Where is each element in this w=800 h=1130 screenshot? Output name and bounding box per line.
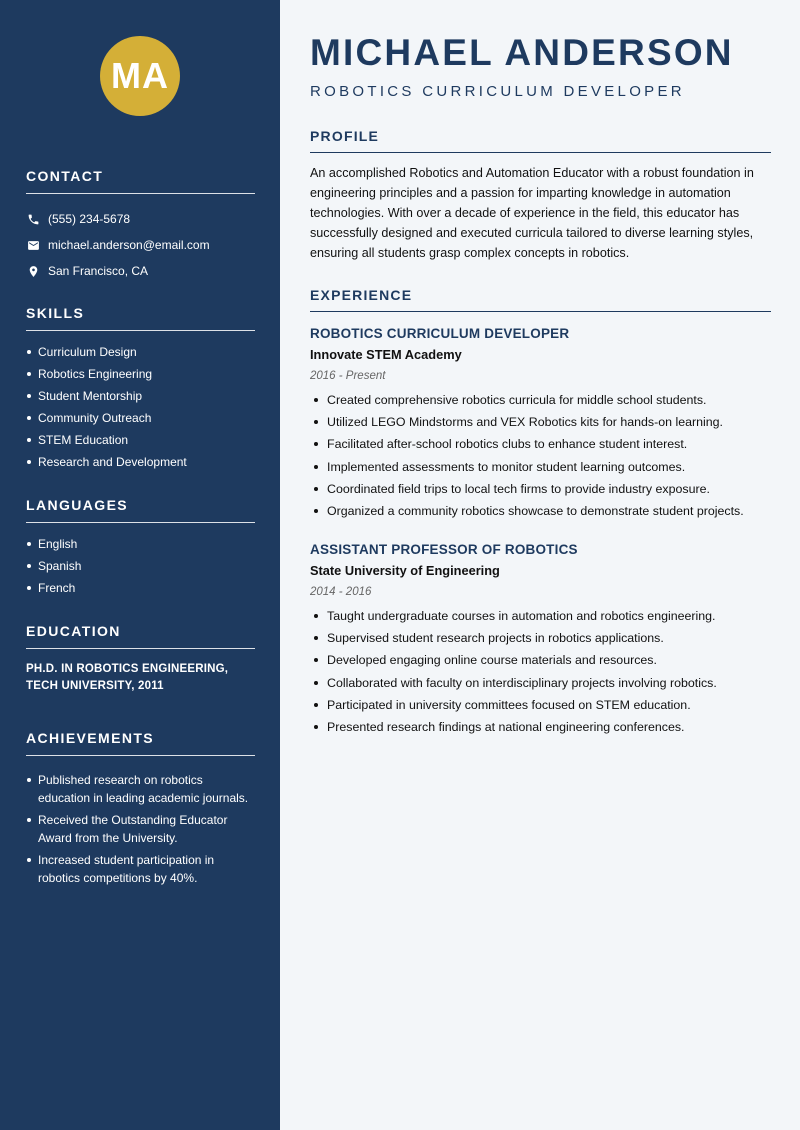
contact-heading: CONTACT bbox=[26, 168, 255, 194]
envelope-icon bbox=[26, 238, 40, 252]
job-bullet: Participated in university committees focused on STEM education. bbox=[310, 696, 771, 714]
job-dates: 2016 - Present bbox=[310, 370, 386, 382]
experience-section bbox=[310, 287, 771, 312]
contact-email-row bbox=[26, 232, 255, 258]
achievement-item: Received the Outstanding Educator Award from the University. bbox=[26, 811, 255, 847]
job-bullet: Coordinated field trips to local tech firms to provide industry exposure. bbox=[310, 480, 771, 498]
avatar-initials: MA bbox=[111, 55, 169, 96]
job-entry bbox=[310, 542, 771, 740]
job-title: ROBOTICS CURRICULUM DEVELOPER bbox=[310, 326, 570, 341]
achievements-heading: ACHIEVEMENTS bbox=[26, 730, 255, 756]
skill-item: Research and Development bbox=[26, 453, 255, 471]
job-bullet: Taught undergraduate courses in automation and robotics engineering. bbox=[310, 607, 771, 625]
education-section bbox=[26, 623, 255, 695]
languages-heading: LANGUAGES bbox=[26, 497, 255, 523]
achievement-item: Published research on robotics education in leading academic journals. bbox=[26, 771, 255, 807]
skill-item: Student Mentorship bbox=[26, 387, 255, 405]
languages-list bbox=[26, 535, 255, 597]
education-heading: EDUCATION bbox=[26, 623, 255, 649]
avatar bbox=[100, 36, 180, 116]
language-item: Spanish bbox=[26, 557, 255, 575]
job-bullet: Created comprehensive robotics curricula for middle school students. bbox=[310, 391, 771, 409]
profile-text: An accomplished Robotics and Automation Educator with a robust foundation in engineering principles and a passion for imparting knowledge in automation technologies. With over a decade of experience in the field, this educator has successfully designed and executed curricula tailored to diverse learning styles, ensuring all students grasp complex concepts in robotics. bbox=[310, 166, 754, 260]
job-bullet: Implemented assessments to monitor student learning outcomes. bbox=[310, 458, 771, 476]
contact-phone[interactable]: (555) 234-5678 bbox=[48, 212, 131, 226]
job-title: ASSISTANT PROFESSOR OF ROBOTICS bbox=[310, 542, 578, 557]
contact-section bbox=[26, 168, 255, 284]
job-bullets bbox=[310, 391, 771, 520]
profile-heading: PROFILE bbox=[310, 128, 771, 153]
achievement-item: Increased student participation in robotics competitions by 40%. bbox=[26, 851, 255, 887]
map-pin-icon bbox=[26, 264, 40, 278]
skill-item: Curriculum Design bbox=[26, 343, 255, 361]
skills-heading: SKILLS bbox=[26, 305, 255, 331]
job-entry bbox=[310, 326, 771, 524]
job-bullet: Facilitated after-school robotics clubs to enhance student interest. bbox=[310, 435, 771, 453]
job-company: State University of Engineering bbox=[310, 563, 500, 578]
skills-section bbox=[26, 305, 255, 475]
phone-icon bbox=[26, 212, 40, 226]
contact-email[interactable]: michael.anderson@email.com bbox=[48, 238, 210, 252]
job-dates: 2014 - 2016 bbox=[310, 586, 372, 598]
contact-location: San Francisco, CA bbox=[48, 264, 149, 278]
job-bullet: Collaborated with faculty on interdisciplinary projects involving robotics. bbox=[310, 674, 771, 692]
skills-list bbox=[26, 343, 255, 471]
sidebar bbox=[0, 0, 280, 1130]
skill-item: Community Outreach bbox=[26, 409, 255, 427]
job-bullet: Developed engaging online course materials and resources. bbox=[310, 651, 771, 669]
languages-section bbox=[26, 497, 255, 601]
candidate-role: ROBOTICS CURRICULUM DEVELOPER bbox=[310, 83, 685, 100]
experience-heading: EXPERIENCE bbox=[310, 287, 771, 312]
job-bullet: Supervised student research projects in robotics applications. bbox=[310, 629, 771, 647]
skill-item: STEM Education bbox=[26, 431, 255, 449]
contact-phone-row bbox=[26, 206, 255, 232]
skill-item: Robotics Engineering bbox=[26, 365, 255, 383]
job-bullets bbox=[310, 607, 771, 736]
language-item: English bbox=[26, 535, 255, 553]
achievements-list bbox=[26, 771, 255, 887]
achievements-section bbox=[26, 730, 255, 891]
candidate-name: MICHAEL ANDERSON bbox=[310, 32, 734, 73]
job-company: Innovate STEM Academy bbox=[310, 347, 462, 362]
job-bullet: Organized a community robotics showcase to demonstrate student projects. bbox=[310, 502, 771, 520]
profile-section bbox=[310, 128, 771, 263]
education-degree: PH.D. IN ROBOTICS ENGINEERING, TECH UNIVERSITY, 2011 bbox=[26, 663, 229, 692]
job-bullet: Presented research findings at national engineering conferences. bbox=[310, 718, 771, 736]
job-bullet: Utilized LEGO Mindstorms and VEX Robotics kits for hands-on learning. bbox=[310, 413, 771, 431]
contact-location-row bbox=[26, 258, 255, 284]
language-item: French bbox=[26, 579, 255, 597]
